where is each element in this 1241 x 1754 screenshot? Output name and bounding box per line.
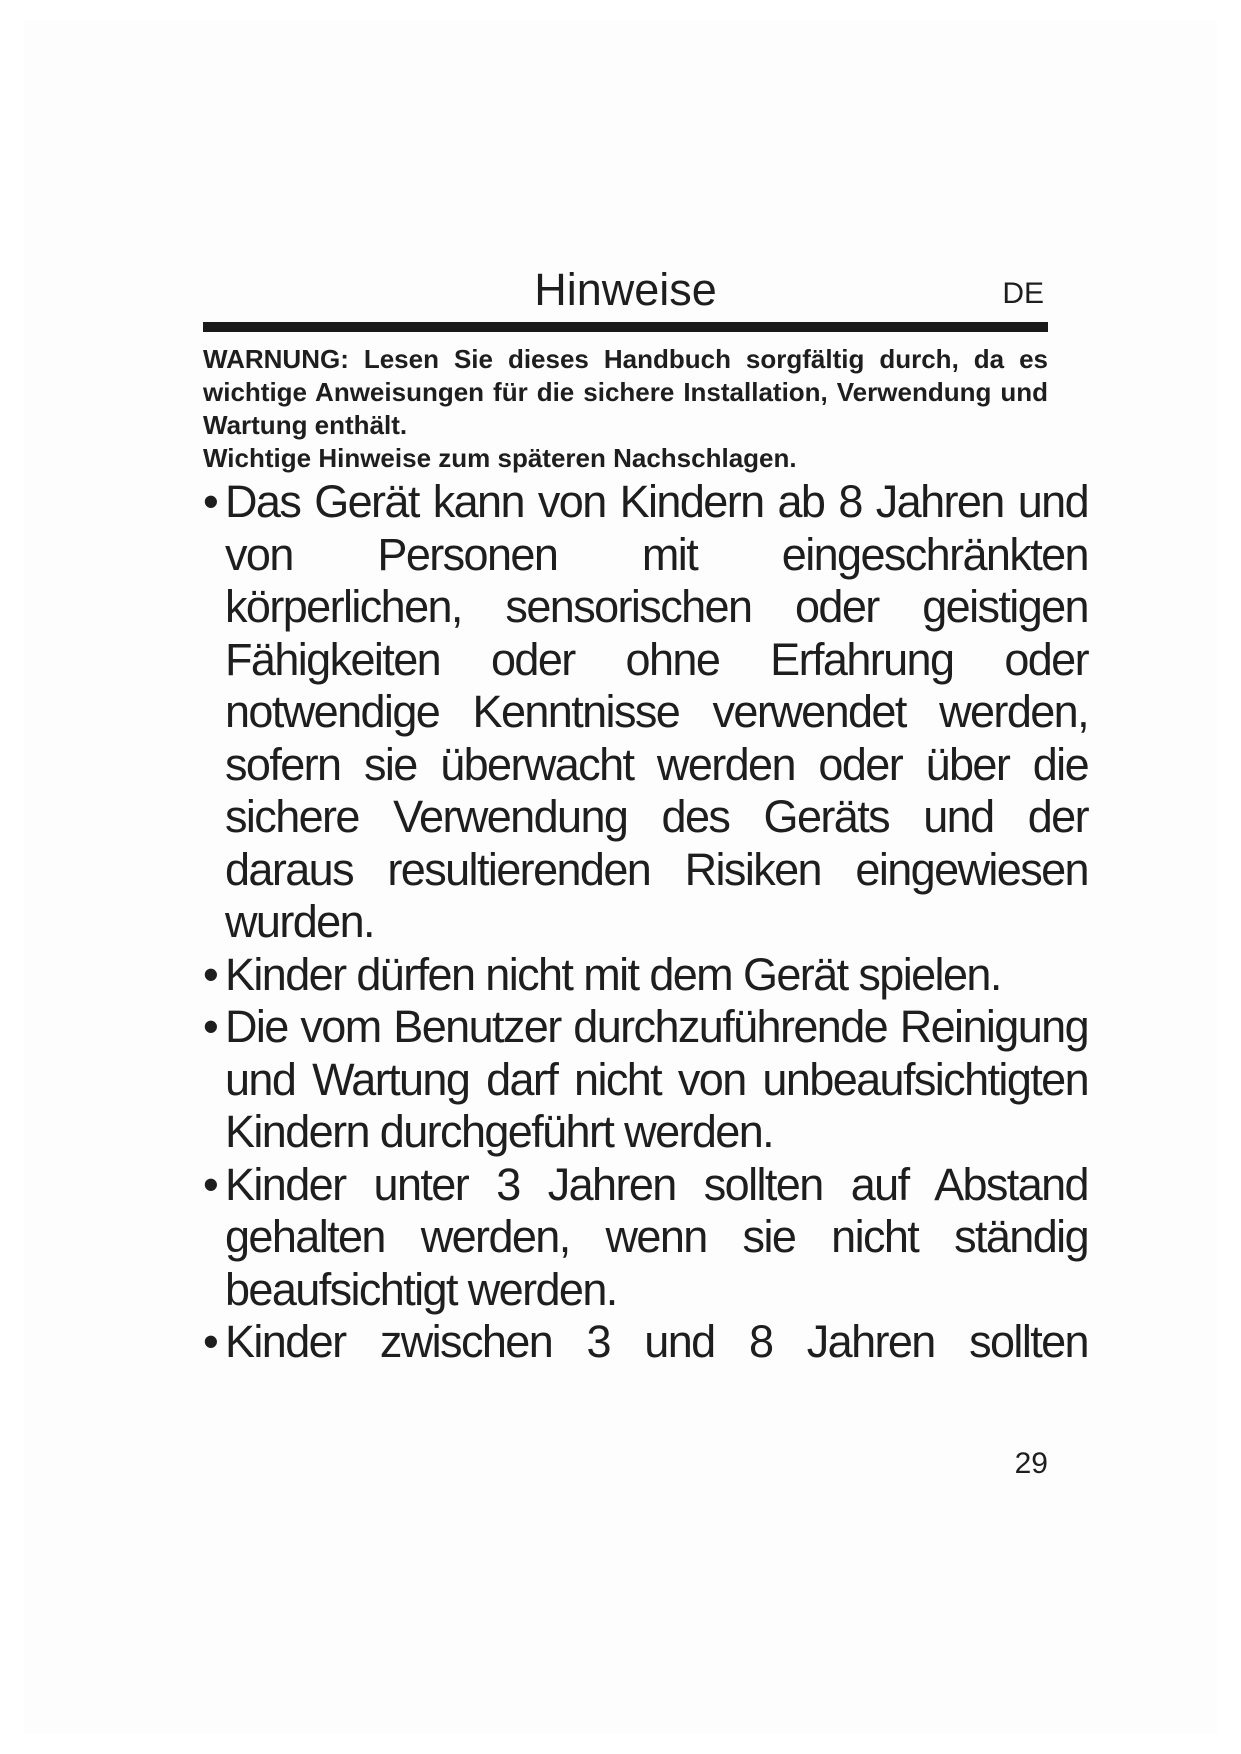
list-item — [203, 1159, 1088, 1317]
list-item — [203, 949, 1088, 1002]
bullet-marker: • — [203, 1158, 218, 1210]
bullet-text: Kinder unter 3 Jahren sollten auf Abstand gehalten werden, wenn sie nicht ständig beaufsichtigt werden. — [225, 1158, 1088, 1315]
warning-block — [203, 343, 1048, 475]
bullet-marker: • — [203, 948, 218, 1000]
warning-text: WARNUNG: Lesen Sie dieses Handbuch sorgfältig durch, da es wichtige Anweisungen für die sichere Installation, Verwendung und Wartung enthält. — [203, 344, 1048, 440]
warning-note: Wichtige Hinweise zum späteren Nachschlagen. — [203, 443, 797, 473]
bullet-marker: • — [203, 1001, 218, 1052]
bullet-marker: • — [203, 1316, 218, 1367]
language-code: DE — [1002, 277, 1044, 310]
bullet-text: Die vom Benutzer durchzuführende Reinigung und Wartung darf nicht von unbeaufsichtigten Kindern durchgeführt werden. — [225, 1001, 1088, 1157]
list-item — [203, 1001, 1088, 1159]
page-number: 29 — [1014, 1447, 1048, 1480]
bullet-text: Das Gerät kann von Kindern ab 8 Jahren und von Personen mit eingeschränkten körperlichen, sensorischen oder geistigen Fähigkeiten oder ohne Erfahrung oder notwendige Kenntnisse verwendet werden, sofern sie überwacht werden oder über die sichere Verwendung des Geräts und der daraus resultierenden Risiken eingewiesen wurden. — [225, 476, 1088, 947]
bullet-text: Kinder zwischen 3 und 8 Jahren sollten — [225, 1316, 1088, 1367]
list-item — [203, 1316, 1088, 1369]
page-title: Hinweise — [534, 264, 717, 315]
bullet-text: Kinder dürfen nicht mit dem Gerät spielen. — [225, 948, 1001, 1000]
page-header — [203, 262, 1048, 322]
bullet-marker: • — [203, 476, 218, 527]
header-divider — [203, 322, 1048, 332]
list-item — [203, 476, 1088, 949]
safety-bullet-list — [203, 476, 1088, 1369]
